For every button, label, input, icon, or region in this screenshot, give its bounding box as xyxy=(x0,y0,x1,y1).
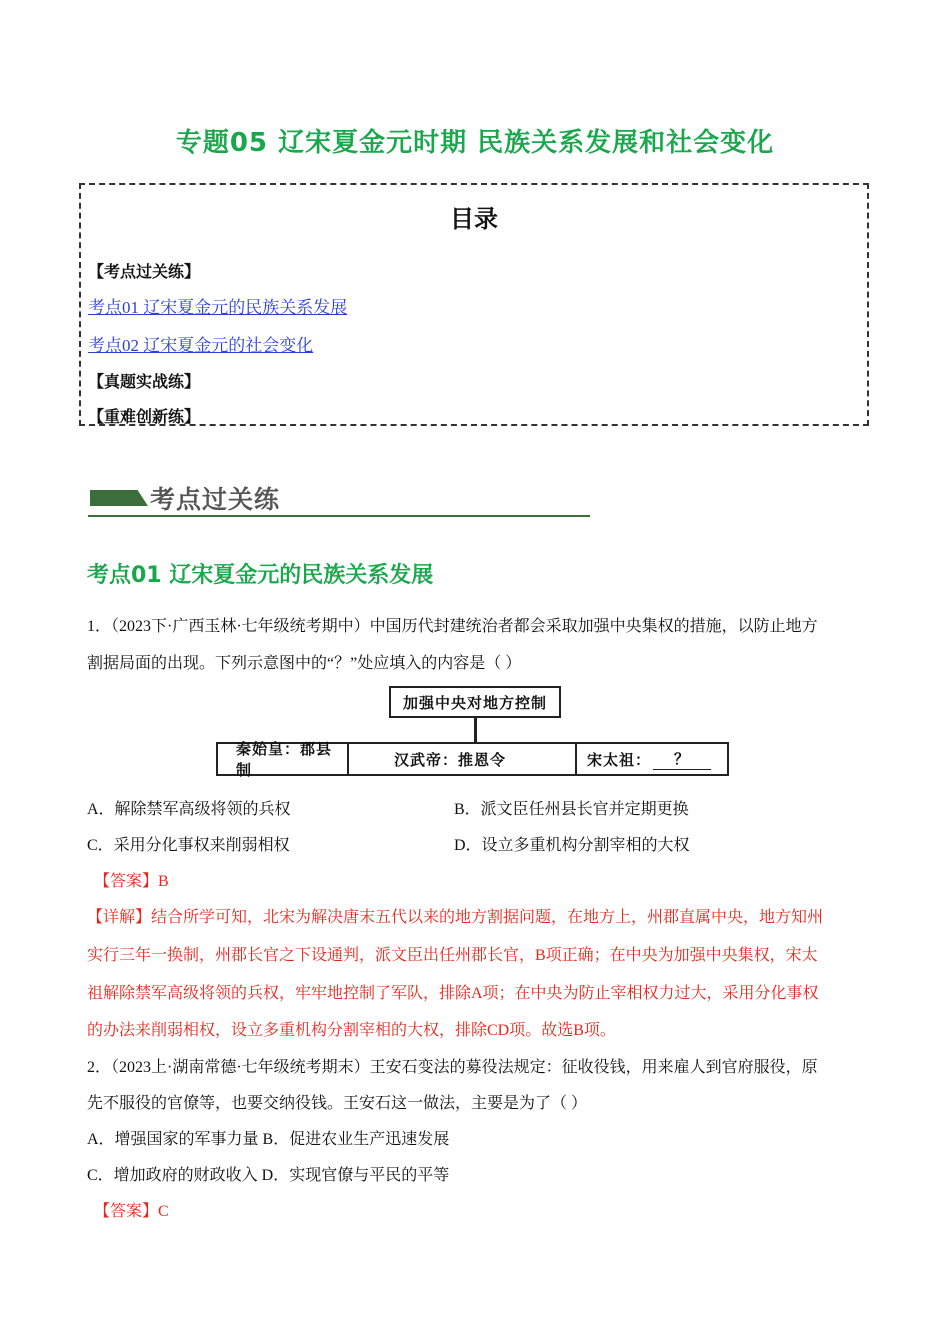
question-1-diagram xyxy=(216,686,729,778)
detail-tag: 【详解】 xyxy=(87,909,152,926)
answer-tag: 【答案】 xyxy=(94,1203,159,1220)
table-of-contents xyxy=(79,183,869,426)
section-title: 考点01 辽宋夏金元的民族关系发展 xyxy=(87,563,434,588)
diagram-row xyxy=(216,740,729,779)
question-2-options-ab[interactable]: A．增强国家的军事力量 B．促进农业生产迅速发展 xyxy=(87,1131,450,1148)
question-1-detail-line3: 祖解除禁军高级将领的兵权，牢牢地控制了军队，排除A项；在中央为防止宰相权力过大，采用分化事权 xyxy=(87,985,819,1002)
question-2-stem-line1: 2．（2023上·湖南常德·七年级统考期末）王安石变法的募役法规定：征收役钱，用来雇人到官府服役，原 xyxy=(87,1059,818,1076)
section-banner xyxy=(88,480,590,520)
diagram-cell-song-label: 宋太祖： xyxy=(587,750,652,769)
banner-bar-decoration xyxy=(90,490,148,506)
toc-item-real-exam: 【真题实战练】 xyxy=(88,372,201,391)
banner-label: 考点过关练 xyxy=(150,485,281,514)
diagram-connector xyxy=(474,718,477,742)
toc-item-difficult: 【重难创新练】 xyxy=(88,407,201,426)
option-a[interactable]: A．解除禁军高级将领的兵权 xyxy=(87,801,291,818)
diagram-top-box: 加强中央对地方控制 xyxy=(389,686,561,718)
option-c[interactable]: C．采用分化事权来削弱相权 xyxy=(87,837,290,854)
toc-link-point-01[interactable]: 考点01 辽宋夏金元的民族关系发展 xyxy=(88,298,348,317)
question-2-answer xyxy=(94,1202,169,1222)
diagram-cell-song xyxy=(577,744,727,774)
question-2-options-cd[interactable]: C．增加政府的财政收入 D．实现官僚与平民的平等 xyxy=(87,1167,450,1184)
question-1-detail-line4: 的办法来削弱相权，设立多重机构分割宰相的大权，排除CD项。故选B项。 xyxy=(87,1022,616,1039)
detail-text: 结合所学可知，北宋为解决唐末五代以来的地方割据问题，在地方上，州郡直属中央，地方知州 xyxy=(151,909,824,926)
toc-item-practice: 【考点过关练】 xyxy=(88,262,201,281)
document-title: 专题05 辽宋夏金元时期 民族关系发展和社会变化 xyxy=(175,128,775,158)
option-d[interactable]: D．设立多重机构分割宰相的大权 xyxy=(454,837,690,854)
question-1-detail-line2: 实行三年一换制，州郡长官之下设通判，派文臣出任州郡长官，B项正确；在中央为加强中央集权，宋太 xyxy=(87,947,818,964)
question-1-detail-line1 xyxy=(87,908,823,928)
question-1-stem-line1: 1．（2023下·广西玉林·七年级统考期中）中国历代封建统治者都会采取加强中央集权的措施，以防止地方 xyxy=(87,618,818,635)
answer-value: B xyxy=(158,873,169,890)
answer-value: C xyxy=(158,1203,169,1220)
answer-tag: 【答案】 xyxy=(94,873,159,890)
diagram-cell-han: 汉武帝：推恩令 xyxy=(349,744,577,774)
toc-link-point-02[interactable]: 考点02 辽宋夏金元的社会变化 xyxy=(88,336,314,355)
diagram-cell-qin: 秦始皇：郡县制 xyxy=(218,744,349,774)
question-2-stem-line2: 先不服役的官僚等，也要交纳役钱。王安石这一做法，主要是为了（ ） xyxy=(87,1095,588,1112)
toc-heading: 目录 xyxy=(450,205,498,233)
question-1-answer xyxy=(94,872,169,892)
question-1-stem-line2: 割据局面的出现。下列示意图中的“？”处应填入的内容是（ ） xyxy=(87,655,522,672)
option-b[interactable]: B．派文臣任州县长官并定期更换 xyxy=(454,801,689,818)
banner-underline xyxy=(88,515,590,517)
diagram-blank: ？ xyxy=(653,748,711,770)
